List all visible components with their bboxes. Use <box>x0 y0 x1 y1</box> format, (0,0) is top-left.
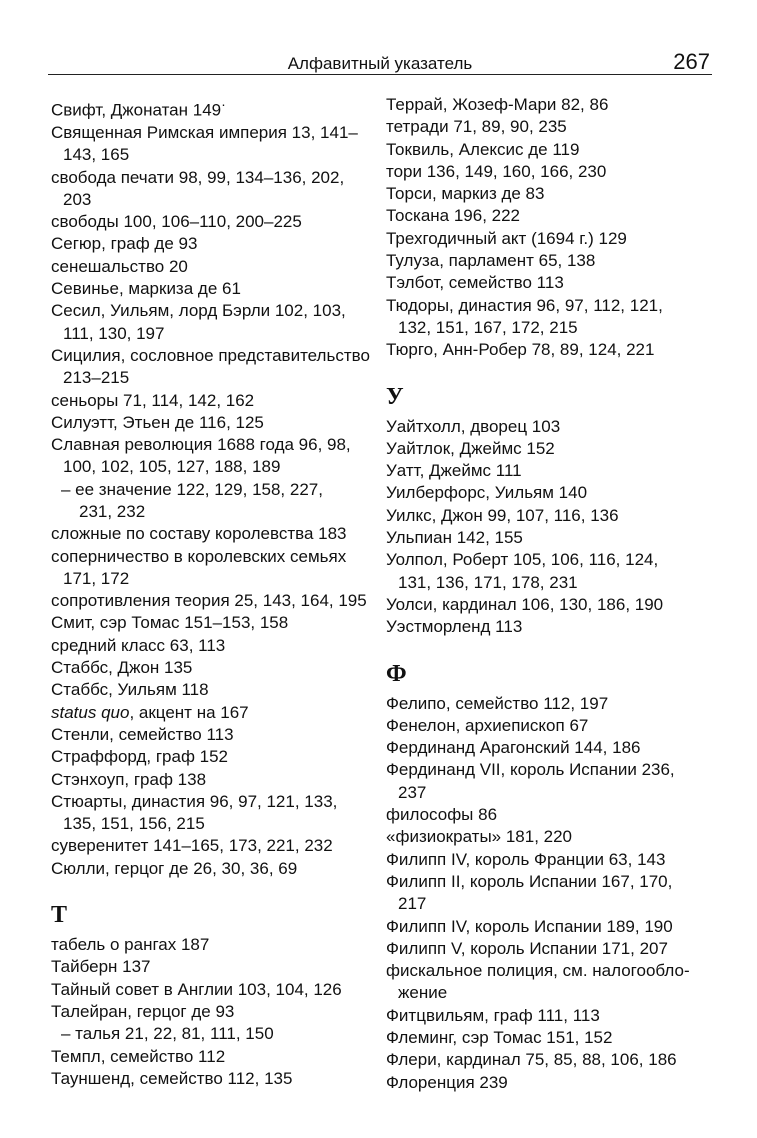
index-entry <box>386 295 716 340</box>
entry-text: Тайный совет в Англии 103, 104, 126 <box>51 979 342 999</box>
entry-text: Страффорд, граф 152 <box>51 747 229 767</box>
entry-text: суверенитет 141–165, 173, 221, 232 <box>51 836 333 856</box>
entry-continuation: 131, 136, 171, 178, 231 <box>398 572 578 592</box>
entry-continuation: 237 <box>398 782 427 802</box>
entry-text: – талья 21, 22, 81, 111, 150 <box>61 1024 274 1044</box>
index-entry <box>386 1005 716 1027</box>
index-entry <box>51 657 369 679</box>
index-entry <box>386 871 716 916</box>
index-entry <box>51 835 369 857</box>
index-entry <box>386 715 716 737</box>
entry-continuation: 132, 151, 167, 172, 215 <box>398 317 578 337</box>
index-entry <box>386 505 716 527</box>
index-entry <box>386 594 716 616</box>
entries-u-list <box>386 416 716 639</box>
index-entry <box>51 724 369 746</box>
entry-text: Флоренция 239 <box>386 1072 508 1092</box>
index-entry <box>386 849 716 871</box>
index-entry <box>386 116 716 138</box>
entry-text: Темпл, семейство 112 <box>51 1046 226 1066</box>
index-entry <box>51 1001 369 1023</box>
entry-text: Тюрго, Анн-Робер 78, 89, 124, 221 <box>386 340 655 360</box>
entry-text: Филипп V, король Испании 171, 207 <box>386 938 668 958</box>
entry-text: Сюлли, герцог де 26, 30, 36, 69 <box>51 858 298 878</box>
running-header <box>48 48 712 75</box>
entry-text: Террай, Жозеф-Мари 82, 86 <box>386 95 609 114</box>
entry-continuation: 231, 232 <box>79 502 146 521</box>
index-entry <box>51 679 369 701</box>
index-entry <box>51 746 369 768</box>
index-entry <box>51 122 369 167</box>
index-entry <box>51 546 369 591</box>
entry-italic-term: status quo <box>51 702 130 722</box>
index-entry <box>386 549 716 594</box>
entry-text: Сегюр, граф де 93 <box>51 234 198 254</box>
entry-text: Силуэтт, Этьен де 116, 125 <box>51 412 264 432</box>
entries-t-list <box>51 934 369 1090</box>
index-entry <box>386 527 716 549</box>
index-entry <box>386 1049 716 1071</box>
entry-text: Филипп IV, король Испании 189, 190 <box>386 916 673 936</box>
entry-text: Уолпол, Роберт 105, 106, 116, 124, <box>386 550 659 570</box>
entry-text: Тюдоры, династия 96, 97, 112, 121, <box>386 295 663 315</box>
entry-text: Талейран, герцог де 93 <box>51 1001 235 1021</box>
index-entry <box>51 635 369 657</box>
entry-text: Славная революция 1688 года 96, 98, <box>51 435 351 455</box>
entry-text: Стенли, семейство 113 <box>51 724 234 744</box>
index-entry <box>51 590 369 612</box>
entry-text: Священная Римская империя 13, 141– <box>51 122 358 142</box>
entry-text: табель о рангах 187 <box>51 935 210 955</box>
entry-text: Филипп IV, король Франции 63, 143 <box>386 849 666 869</box>
entry-text: Стэнхоуп, граф 138 <box>51 769 207 789</box>
index-entry <box>51 858 369 880</box>
index-entry <box>51 979 369 1001</box>
entry-text: Стаббс, Джон 135 <box>51 658 193 678</box>
entry-text: Сицилия, сословное представительство <box>51 345 370 365</box>
index-entry <box>386 759 716 804</box>
index-entry <box>51 479 369 524</box>
entry-text: Тоскана 196, 222 <box>386 206 521 226</box>
entry-text: , акцент на 167 <box>129 702 249 722</box>
index-entry <box>386 460 716 482</box>
index-entry <box>51 769 369 791</box>
entry-text: Ульпиан 142, 155 <box>386 528 523 548</box>
entry-text: Смит, сэр Томас 151–153, 158 <box>51 613 289 633</box>
index-entry <box>51 345 369 390</box>
section-letter-u: У <box>386 383 404 410</box>
entry-continuation: 111, 130, 197 <box>63 323 165 343</box>
entry-text: Уатт, Джеймс 111 <box>386 461 522 481</box>
entry-text: Тайберн 137 <box>51 957 151 977</box>
entry-text: философы 86 <box>386 805 498 825</box>
entry-text: Севинье, маркиза де 61 <box>51 279 241 299</box>
entry-text: Флери, кардинал 75, 85, 88, 106, 186 <box>386 1050 677 1070</box>
section-letter-t: Т <box>51 902 68 929</box>
entry-text: Трехгодичный акт (1694 г.) 129 <box>386 228 627 248</box>
index-entry <box>386 960 716 1005</box>
entry-continuation: 171, 172 <box>63 568 130 588</box>
index-entry <box>386 416 716 438</box>
entry-text: Свифт, Джонатан 149 <box>51 100 222 120</box>
index-entry <box>386 1027 716 1049</box>
entry-text: свободы 100, 106–110, 200–225 <box>51 212 302 232</box>
index-entry <box>386 438 716 460</box>
index-entry <box>51 167 369 212</box>
entry-text: – ее значение 122, 129, 158, 227, <box>61 479 323 499</box>
entry-text: «физиократы» 181, 220 <box>386 827 573 847</box>
entry-text: Уилкс, Джон 99, 107, 116, 136 <box>386 505 619 525</box>
entries-t-continued-list <box>386 94 716 362</box>
entry-text: тори 136, 149, 160, 166, 230 <box>386 161 607 181</box>
index-entry <box>386 183 716 205</box>
entry-text: сложные по составу королевства 183 <box>51 524 347 544</box>
index-entry <box>51 612 369 634</box>
entry-text: Стаббс, Уильям 118 <box>51 680 209 700</box>
index-entry <box>51 278 369 300</box>
index-entry <box>51 211 369 233</box>
index-entry <box>51 300 369 345</box>
entry-text: Тауншенд, семейство 112, 135 <box>51 1068 293 1088</box>
index-entry <box>51 791 369 836</box>
index-entry <box>386 228 716 250</box>
entry-text: сопротивления теория 25, 143, 164, 195 <box>51 591 367 611</box>
entry-text: Фердинанд VII, король Испании 236, <box>386 760 675 780</box>
page-number: 267 <box>673 49 710 74</box>
index-entry <box>386 161 716 183</box>
index-entry <box>51 434 369 479</box>
entry-text: Уэстморленд 113 <box>386 617 523 637</box>
entry-continuation: 143, 165 <box>63 145 130 165</box>
index-column-left <box>51 94 369 1090</box>
entry-continuation: 135, 151, 156, 215 <box>63 814 205 834</box>
index-entry <box>51 1068 369 1090</box>
index-entry <box>386 205 716 227</box>
index-entry <box>386 250 716 272</box>
entry-text: тетради 71, 89, 90, 235 <box>386 117 567 137</box>
index-entry <box>386 693 716 715</box>
index-entry <box>51 1046 369 1068</box>
entry-text: Уолси, кардинал 106, 130, 186, 190 <box>386 594 664 614</box>
index-entry <box>386 1072 716 1094</box>
entry-text: Уилберфорс, Уильям 140 <box>386 483 588 503</box>
index-entry <box>51 256 369 278</box>
entries-s-list <box>51 94 369 880</box>
index-entry <box>51 956 369 978</box>
running-header-title: Алфавитный указатель <box>287 54 473 73</box>
entry-text: Стюарты, династия 96, 97, 121, 133, <box>51 791 338 811</box>
entry-text: Уайтлок, Джеймс 152 <box>386 438 555 458</box>
entry-text: соперничество в королевских семьях <box>51 546 347 566</box>
index-entry <box>386 94 716 116</box>
entry-text: Уайтхолл, дворец 103 <box>386 416 561 436</box>
index-entry <box>51 390 369 412</box>
entries-f-list <box>386 693 716 1094</box>
entry-text: Сесил, Уильям, лорд Бэрли 102, 103, <box>51 301 346 321</box>
index-entry <box>386 826 716 848</box>
index-entry <box>386 916 716 938</box>
entry-text: Торси, маркиз де 83 <box>386 184 545 204</box>
entry-text: сеньоры 71, 114, 142, 162 <box>51 390 255 410</box>
entry-continuation: 203 <box>63 189 92 209</box>
index-entry <box>51 702 369 724</box>
index-entry <box>51 523 369 545</box>
entry-text: фискальное полиция, см. налогообло- <box>386 961 690 981</box>
entry-text: Фердинанд Арагонский 144, 186 <box>386 738 641 758</box>
entry-continuation: 213–215 <box>63 368 130 388</box>
entry-text: средний класс 63, 113 <box>51 635 226 655</box>
entry-text: Фитцвильям, граф 111, 113 <box>386 1005 600 1025</box>
index-entry <box>386 482 716 504</box>
index-entry <box>386 938 716 960</box>
index-entry <box>51 934 369 956</box>
entry-mark: · <box>221 97 226 113</box>
entry-text: сенешальство 20 <box>51 256 188 276</box>
entry-text: Тулуза, парламент 65, 138 <box>386 251 596 271</box>
index-entry <box>386 272 716 294</box>
index-entry <box>51 412 369 434</box>
index-entry <box>386 339 716 361</box>
entry-text: Флеминг, сэр Томас 151, 152 <box>386 1027 613 1047</box>
section-letter-f: Ф <box>386 660 407 687</box>
index-entry <box>386 139 716 161</box>
entry-continuation: жение <box>398 983 448 1003</box>
index-entry <box>386 616 716 638</box>
entry-continuation: 217 <box>398 894 427 914</box>
index-entry <box>386 737 716 759</box>
index-entry <box>51 94 369 122</box>
entry-continuation: 100, 102, 105, 127, 188, 189 <box>63 457 281 477</box>
index-entry <box>51 233 369 255</box>
index-entry <box>386 804 716 826</box>
entry-text: Фенелон, архиепископ 67 <box>386 715 589 735</box>
entry-text: Фелипо, семейство 112, 197 <box>386 693 609 713</box>
index-entry <box>51 1023 369 1045</box>
entry-text: Токвиль, Алексис де 119 <box>386 139 580 159</box>
index-column-right <box>386 94 716 1094</box>
entry-text: свобода печати 98, 99, 134–136, 202, <box>51 167 345 187</box>
entry-text: Тэлбот, семейство 113 <box>386 273 564 293</box>
entry-text: Филипп II, король Испании 167, 170, <box>386 871 673 891</box>
